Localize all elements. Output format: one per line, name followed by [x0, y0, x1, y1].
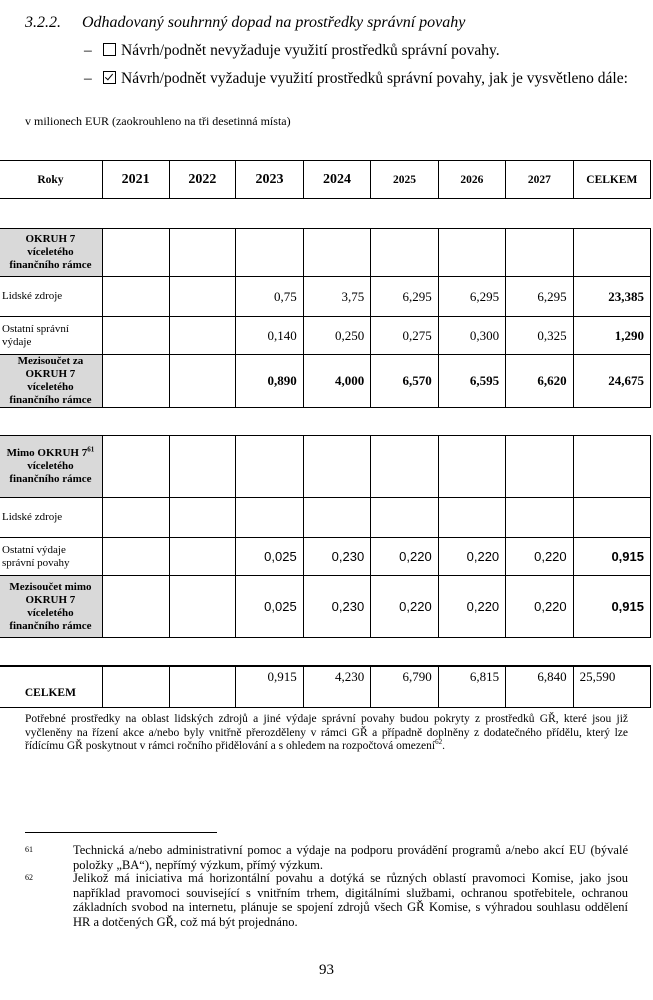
- cell-value: 0,220: [438, 576, 505, 638]
- cell-total: 0,915: [573, 538, 650, 576]
- cell-value: 0,220: [506, 576, 573, 638]
- total-label: CELKEM: [0, 666, 102, 708]
- checked-checkbox-icon[interactable]: [103, 71, 116, 84]
- footnote-mark: 62: [25, 873, 33, 882]
- cell-value: 0,220: [506, 538, 573, 576]
- cell-value: 6,620: [506, 355, 573, 408]
- cell-value: 0,325: [506, 317, 573, 355]
- cell-value: 0,890: [236, 355, 303, 408]
- cell-total: 0,915: [573, 576, 650, 638]
- cell-total: 1,290: [573, 317, 650, 355]
- row-label: Lidské zdroje: [0, 277, 102, 317]
- table-row: [0, 317, 651, 355]
- page-number: 93: [319, 962, 334, 978]
- cell-value: 0,220: [371, 576, 438, 638]
- cell-value: 6,295: [438, 277, 505, 317]
- subtotal-label: Mezisoučet za OKRUH 7 víceletého finančního rámce: [0, 355, 102, 408]
- option-not-required: [84, 42, 629, 60]
- table-row: [0, 229, 651, 277]
- cell-value: 0,915: [236, 666, 303, 708]
- section-heading: [25, 14, 465, 32]
- table-row: [0, 277, 651, 317]
- option-dash: –: [84, 42, 92, 59]
- row-label: Ostatní výdaje správní povahy: [0, 538, 102, 576]
- cell-value: 6,815: [438, 666, 505, 708]
- unchecked-checkbox-icon[interactable]: [103, 43, 116, 56]
- table-row: [0, 538, 651, 576]
- footnote-62: [25, 871, 628, 929]
- header-year: 2025: [371, 161, 438, 199]
- table-row: [0, 576, 651, 638]
- spacer: [0, 199, 651, 229]
- cell-value: 0,220: [371, 538, 438, 576]
- cell-value: 0,025: [236, 538, 303, 576]
- table-row: [0, 355, 651, 408]
- cell-value: 0,025: [236, 576, 303, 638]
- spacer: [0, 638, 651, 666]
- option-text: Návrh/podnět nevyžaduje využití prostředků správní povahy.: [121, 42, 500, 59]
- cell-value: 4,000: [303, 355, 370, 408]
- header-label: Roky: [0, 161, 102, 199]
- cell-value: 6,570: [371, 355, 438, 408]
- cell-total: 24,675: [573, 355, 650, 408]
- cell-total: 23,385: [573, 277, 650, 317]
- header-total: CELKEM: [573, 161, 650, 199]
- row-label: Ostatní správní výdaje: [0, 317, 102, 355]
- mimo-section-label: Mimo OKRUH $7^{61}$ víceletého finančního rámce: [0, 436, 102, 498]
- cell-value: 0,230: [303, 576, 370, 638]
- option-text: Návrh/podnět vyžaduje využití prostředků správní povahy, jak je vysvětleno dále:: [121, 70, 628, 87]
- spacer: [0, 408, 651, 436]
- cell-value: 0,75: [236, 277, 303, 317]
- header-year: 2027: [506, 161, 573, 199]
- cell-value: 0,140: [236, 317, 303, 355]
- cell-value: 4,230: [303, 666, 370, 708]
- footnote-mark: 61: [25, 845, 33, 854]
- cell-value: 0,230: [303, 538, 370, 576]
- cell-value: 0,220: [438, 538, 505, 576]
- cell-value: 6,295: [371, 277, 438, 317]
- header-year: 2021: [102, 161, 169, 199]
- table-header-row: [0, 161, 651, 199]
- cell-value: 6,295: [506, 277, 573, 317]
- table-row: [0, 436, 651, 498]
- cell-value: 6,790: [371, 666, 438, 708]
- cell-value: 3,75: [303, 277, 370, 317]
- footnote-text: Technická a/nebo administrativní pomoc a výdaje na podporu provádění programů a/nebo akcí EU (bývalé položky „BA“), nepřímý výzkum, přímý výzkum.: [73, 843, 628, 872]
- header-year: 2024: [303, 161, 370, 199]
- header-year: 2023: [236, 161, 303, 199]
- funding-paragraph: Potřebné prostředky na oblast lidských zdrojů a jiné výdaje správní povahy budou pokryty z prostředků GŘ, které jsou již vyčleněny na řízení akce a/nebo byly vnitřně přerozděleny v rámci GŘ a případně doplněny z dodatečného přídělu, který lze řídícímu GŘ poskytnout v rámci ročního přidělování a s ohledem na rozpočtová omezení$^{62}$.: [25, 713, 628, 752]
- header-year: 2022: [169, 161, 236, 199]
- cell-value: 6,595: [438, 355, 505, 408]
- cell-value: 0,300: [438, 317, 505, 355]
- budget-table: [0, 160, 651, 708]
- cell-total: 25,590: [573, 666, 650, 708]
- option-required: [84, 70, 629, 88]
- section-title: Odhadovaný souhrnný dopad na prostředky správní povahy: [82, 14, 466, 31]
- row-label: Lidské zdroje: [0, 498, 102, 538]
- cell-value: 6,840: [506, 666, 573, 708]
- unit-note: v milionech EUR (zaokrouhleno na tři desetinná místa): [25, 114, 291, 128]
- footnote-text: Jelikož má iniciativa má horizontální povahu a dotýká se různých oblastí pravomoci Komise, jako jsou například pravomoci související s vnitřním trhem, digitálními službami, ochranou spotřebitele, ochranou základních svobod na internetu, plánuje se spojení zdrojů všech GŘ Komise, s výhradou souhlasu oddělení HR a dotčených GŘ, což má být projednáno.: [73, 871, 628, 929]
- footnote-ref: 62: [435, 738, 443, 747]
- footnote-61: [25, 843, 628, 872]
- subtotal-label: Mezisoučet mimo OKRUH 7 víceletého finančního rámce: [0, 576, 102, 638]
- footnote-separator: [25, 832, 217, 833]
- table-row: [0, 498, 651, 538]
- header-year: 2026: [438, 161, 505, 199]
- cell-value: 0,275: [371, 317, 438, 355]
- cell-value: 0,250: [303, 317, 370, 355]
- option-dash: –: [84, 70, 92, 87]
- okruh7-section-label: OKRUH 7 víceletého finančního rámce: [0, 229, 102, 277]
- section-number: 3.2.2.: [25, 14, 61, 31]
- table-total-row: [0, 666, 651, 708]
